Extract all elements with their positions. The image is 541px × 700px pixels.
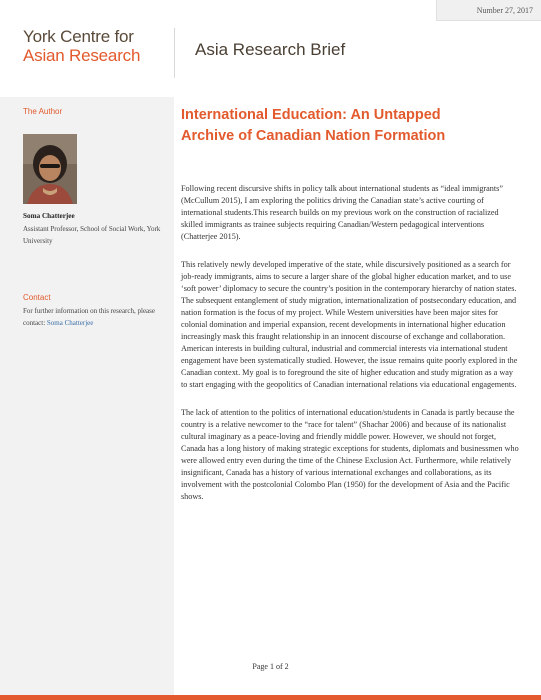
contact-text bbox=[23, 305, 163, 329]
author-affiliation: Assistant Professor, School of Social Work, York University bbox=[23, 225, 161, 245]
article-title-line-2: Archive of Canadian Nation Formation bbox=[181, 128, 446, 144]
ycar-logo[interactable] bbox=[23, 27, 173, 65]
author-sidebar bbox=[0, 97, 174, 700]
page-number: Page 1 of 2 bbox=[252, 662, 289, 671]
author-photo bbox=[23, 134, 77, 204]
paragraph: Following recent discursive shifts in policy talk about international students as “ideal immigrants” (McCullum 2015), I am exploring the politics driving the Canadian state’s active courting of international students.This research builds on my previous work on the construction of racialized skilled immigrants as trainee subjects requiring Canadian/Western pedagogical interventions (Chatterjee 2015). bbox=[181, 184, 503, 241]
article-title bbox=[181, 105, 521, 147]
logo-line-2: Asian Research bbox=[23, 46, 141, 65]
logo-line-1: York Centre for bbox=[23, 27, 134, 46]
contact-section-label: Contact bbox=[23, 293, 51, 302]
author-name: Soma Chatterjee bbox=[23, 212, 75, 220]
issue-number: Number 27, 2017 bbox=[436, 0, 541, 21]
footer-accent-bar bbox=[0, 695, 541, 700]
paragraph: The lack of attention to the politics of international education/students in Canada is partly because the country is a relative newcomer to the “race for talent” (Shachar 2006) and because of its nationalist cultural imaginary as a peace-loving and friendly middle power. However, we should not forget, Canada has a long history of making strategic exceptions for students, diplomats and businessmen who were allowed entry even during the time of the Chinese Exclusion Act. Furthermore, while relatively insignificant, Canada has a history of various international exchanges and collaborations, as its involvement with the postcolonial Colombo Plan (1950) for the development of Asia and the Pacific shows. bbox=[181, 408, 519, 501]
article-title-line-1: International Education: An Untapped bbox=[181, 107, 441, 123]
article-body bbox=[181, 97, 521, 503]
publication-title: Asia Research Brief bbox=[195, 40, 346, 59]
author-section-label: The Author bbox=[23, 107, 63, 116]
author-portrait-image bbox=[23, 134, 77, 204]
header-divider bbox=[174, 28, 175, 78]
contact-email-link[interactable]: Soma Chatterjee bbox=[46, 319, 94, 327]
paragraph: This relatively newly developed imperative of the state, while discursively positioned as a search for job-ready immigrants, aims to secure a larger share of the global higher education market, and to use ‘soft power’ diplomacy to secure the country’s position in the contemporary hierarchy of nation states. The subsequent entanglement of study migration, internationalization of postsecondary education, and nation formation is the focus of my project. While Western universities have been major sites for colonial domination and imperial expansion, recent developments in international higher education increasingly mask this fraught relationship in an innocent discourse of exchange and collaboration. American interests in building cultural, industrial and commercial interests via international student engagement have been systematically studied. However, the issue remains quite poorly explored in the Canadian context. My goal is to foreground the site of higher education and study migration as a way to start engaging with the geopolitics of Canadian international relations via educational engagements. bbox=[181, 260, 518, 389]
contact-description: For further information on this research, please contact: bbox=[23, 307, 155, 327]
